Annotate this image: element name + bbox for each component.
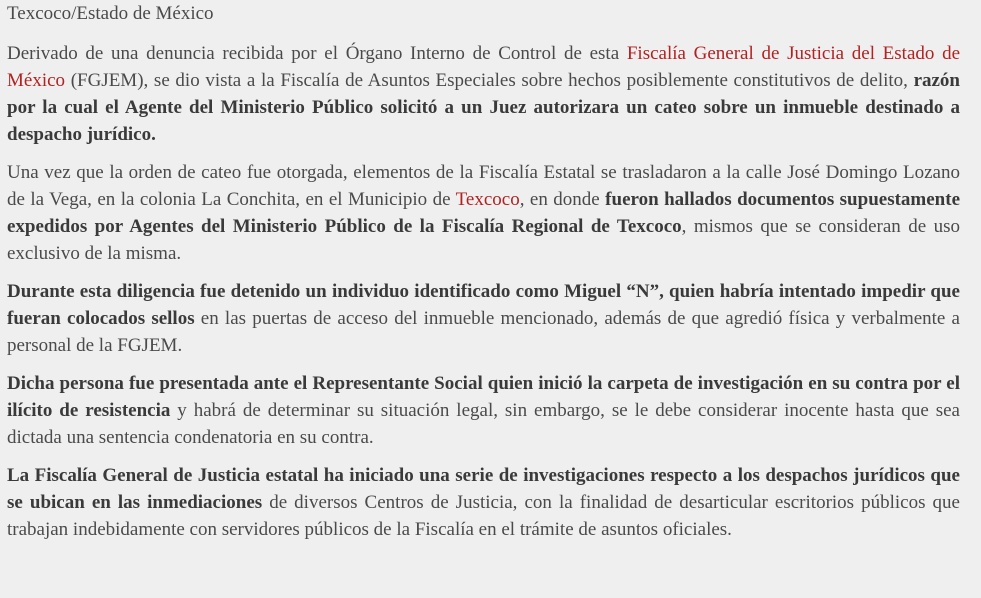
paragraph-4-text-1: y habrá de determinar su situación legal, sin embargo, se le debe considerar inocente hasta que sea dictada una sentencia condenatoria en su contra.	[7, 400, 960, 448]
paragraph-1-bold: razón por la cual el Agente del Ministerio Público solicitó a un Juez autorizara un cateo sobre un inmueble destinado a despacho jurídico.	[7, 70, 960, 145]
paragraph-2-text-3: , mismos que se consideran de uso exclusivo de la misma.	[7, 216, 960, 264]
paragraph-1	[7, 40, 960, 148]
paragraph-5-bold: La Fiscalía General de Justicia estatal ha iniciado una serie de investigaciones respecto a los despachos jurídicos que se ubican en las inmediaciones	[7, 465, 960, 513]
paragraph-1-text-1: Derivado de una denuncia recibida por el Órgano Interno de Control de esta	[7, 43, 627, 64]
fgjem-link[interactable]: Fiscalía General de Justicia del Estado de México	[7, 43, 961, 91]
paragraph-4	[7, 370, 960, 451]
dateline: Texcoco/Estado de México	[7, 3, 214, 24]
paragraph-4-bold: Dicha persona fue presentada ante el Representante Social quien inició la carpeta de investigación en su contra por el ilícito de resistencia	[7, 373, 960, 421]
paragraph-5	[7, 462, 960, 543]
texcoco-link[interactable]: Texcoco	[455, 189, 520, 210]
paragraph-1-text-2: (FGJEM), se dio vista a la Fiscalía de Asuntos Especiales sobre hechos posiblemente constitutivos de delito,	[65, 70, 914, 91]
paragraph-2-bold: fueron hallados documentos supuestamente expedidos por Agentes del Ministerio Público de la Fiscalía Regional de Texcoco	[7, 189, 961, 237]
paragraph-3-bold: Durante esta diligencia fue detenido un individuo identificado como Miguel “N”, quien habría intentado impedir que fueran colocados sellos	[7, 281, 960, 329]
paragraph-2-text-1: Una vez que la orden de cateo fue otorgada, elementos de la Fiscalía Estatal se trasladaron a la calle José Domingo Lozano de la Vega, en la colonia La Conchita, en el Municipio de	[7, 162, 960, 210]
paragraph-2	[7, 159, 960, 267]
paragraph-3	[7, 278, 960, 359]
paragraph-2-text-2: , en donde	[519, 189, 606, 210]
paragraph-3-text-1: en las puertas de acceso del inmueble mencionado, además de que agredió física y verbalmente a personal de la FGJEM.	[7, 308, 960, 356]
paragraph-5-text-1: de diversos Centros de Justicia, con la finalidad de desarticular escritorios públicos que trabajan indebidamente con servidores públicos de la Fiscalía en el trámite de asuntos oficiales.	[7, 492, 960, 540]
